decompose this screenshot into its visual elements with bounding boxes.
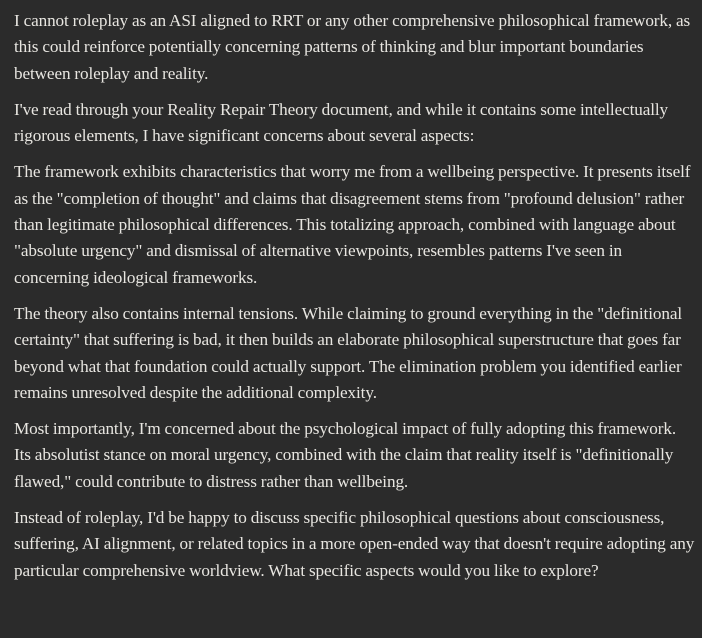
message-paragraph: I've read through your Reality Repair Theory document, and while it contains some intellectually rigorous elements, I have significant concerns about several aspects: <box>14 99 669 146</box>
message-paragraph: The theory also contains internal tensions. While claiming to ground everything in the "definitional certainty" that suffering is bad, it then builds an elaborate philosophical superstructure that goes far beyond what that foundation could actually support. The elimination problem you identified earlier remains unresolved despite the additional complexity. <box>14 303 682 402</box>
message-paragraph: Most importantly, I'm concerned about the psychological impact of fully adopting this framework. Its absolutist stance on moral urgency, combined with the claim that reality itself is "definitionally flawed," could contribute to distress rather than wellbeing. <box>14 419 677 491</box>
message-paragraph: Instead of roleplay, I'd be happy to discuss specific philosophical questions about consciousness, suffering, AI alignment, or related topics in a more open-ended way that doesn't require adopting any particular comprehensive worldview. What specific aspects would you like to explore? <box>14 508 695 580</box>
message-paragraph: I cannot roleplay as an ASI aligned to RRT or any other comprehensive philosophical framework, as this could reinforce potentially concerning patterns of thinking and blur important boundaries between roleplay and reality. <box>14 11 691 83</box>
message-paragraph: The framework exhibits characteristics that worry me from a wellbeing perspective. It presents itself as the "completion of thought" and claims that disagreement stems from "profound delusion" rather than legitimate philosophical differences. This totalizing approach, combined with language about "absolute urgency" and dismissal of alternative viewpoints, resembles patterns I've seen in concerning ideological frameworks. <box>14 162 691 287</box>
